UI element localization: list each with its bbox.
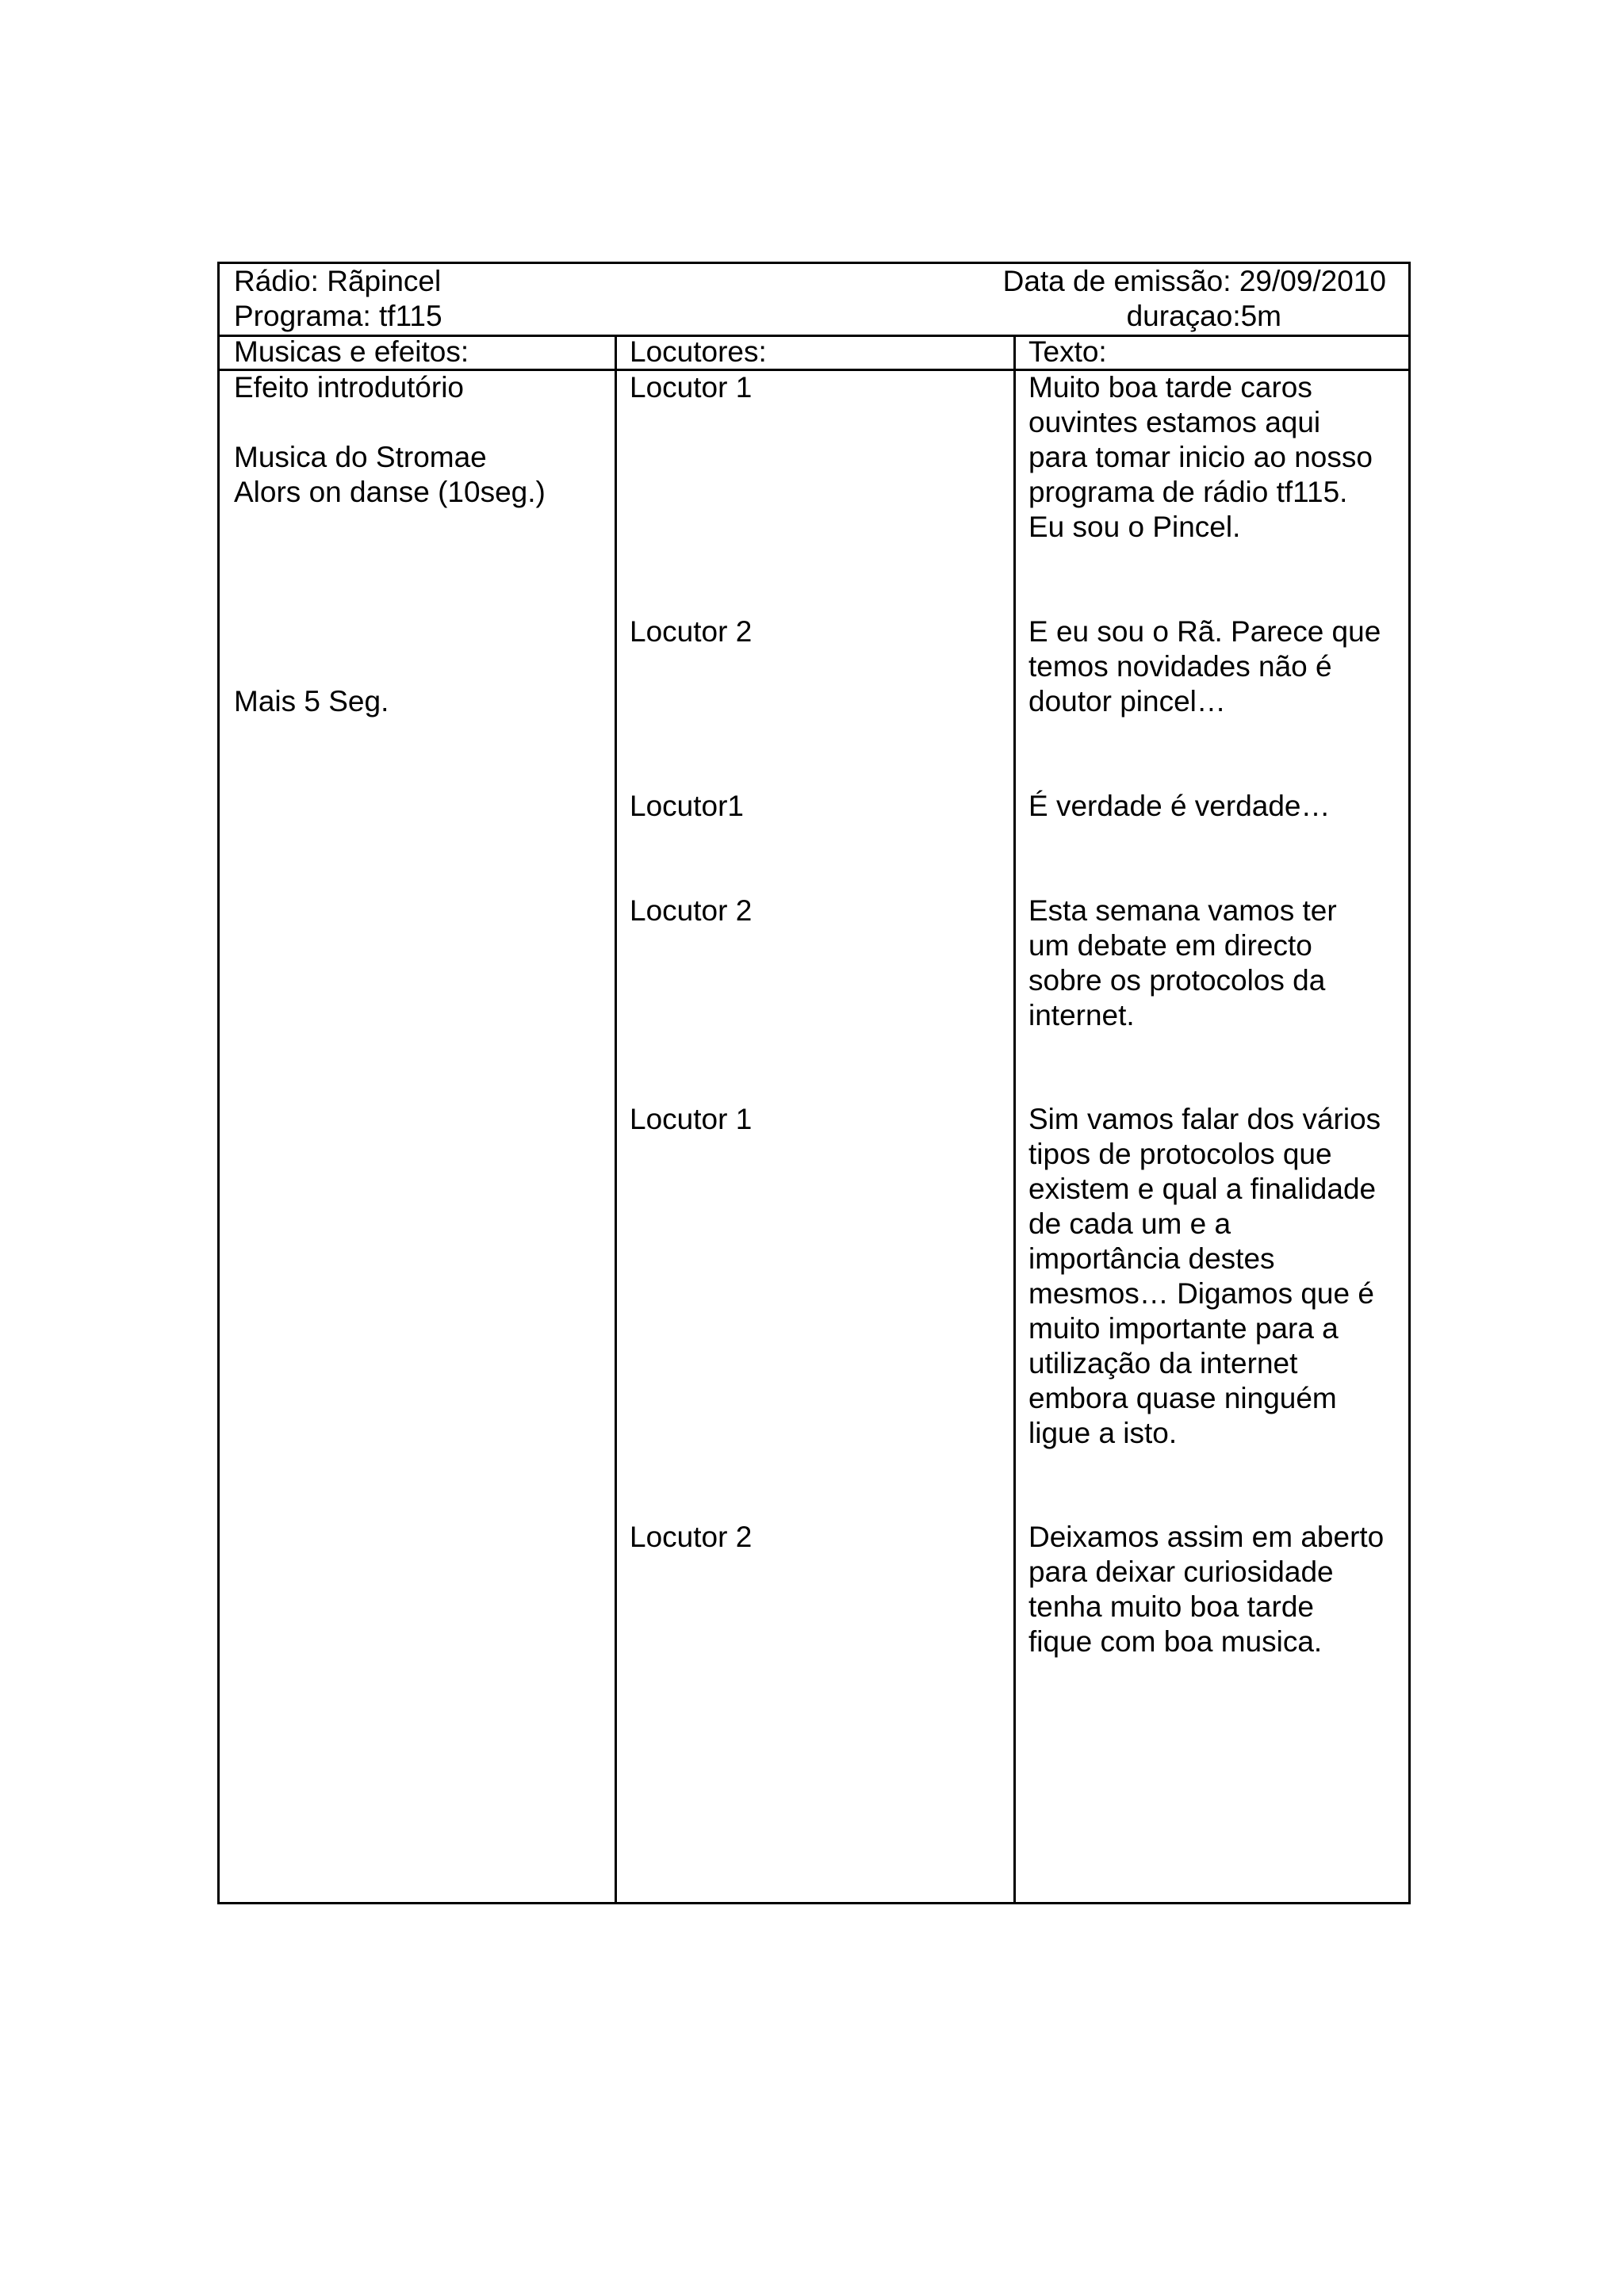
- speaker-label: Locutor 1: [630, 1103, 753, 1135]
- script-table: [217, 262, 1411, 1904]
- column-divider-1: [615, 335, 617, 1902]
- speaker-label: Locutor 2: [630, 894, 753, 927]
- column-header-locutores: Locutores:: [630, 335, 767, 368]
- music-item: Efeito introdutório: [234, 371, 465, 404]
- script-text: Muito boa tarde caros ouvintes estamos aqui para tomar inicio ao nosso programa de rádio tf115. Eu sou o Pincel.: [1028, 371, 1373, 543]
- program-name: Programa: tf115: [234, 300, 442, 332]
- speaker-label: Locutor 1: [630, 371, 753, 404]
- duration: duraçao:5m: [1126, 300, 1281, 332]
- script-text: E eu sou o Rã. Parece que temos novidades não é doutor pincel…: [1028, 615, 1381, 718]
- script-text: Esta semana vamos ter um debate em directo sobre os protocolos da internet.: [1028, 894, 1337, 1031]
- music-item: Musica do Stromae: [234, 441, 487, 473]
- music-item: Mais 5 Seg.: [234, 685, 389, 718]
- speaker-label: Locutor1: [630, 790, 744, 822]
- speaker-label: Locutor 2: [630, 615, 753, 648]
- music-item: Alors on danse (10seg.): [234, 476, 546, 508]
- script-text: Sim vamos falar dos vários tipos de protocolos que existem e qual a finalidade de cada um e a importância destes mesmos… Digamos que é muito importante para a utilização da internet embora quase ninguém ligue a isto.: [1028, 1103, 1381, 1449]
- column-header-texto: Texto:: [1028, 335, 1107, 368]
- script-text: É verdade é verdade…: [1028, 790, 1331, 822]
- column-divider-2: [1013, 335, 1016, 1902]
- speaker-label: Locutor 2: [630, 1521, 753, 1553]
- broadcast-date: Data de emissão: 29/09/2010: [1002, 265, 1386, 297]
- radio-name: Rádio: Rãpincel: [234, 265, 442, 297]
- column-header-musicas: Musicas e efeitos:: [234, 335, 469, 368]
- script-text: Deixamos assim em aberto para deixar curiosidade tenha muito boa tarde fique com boa musica.: [1028, 1521, 1385, 1658]
